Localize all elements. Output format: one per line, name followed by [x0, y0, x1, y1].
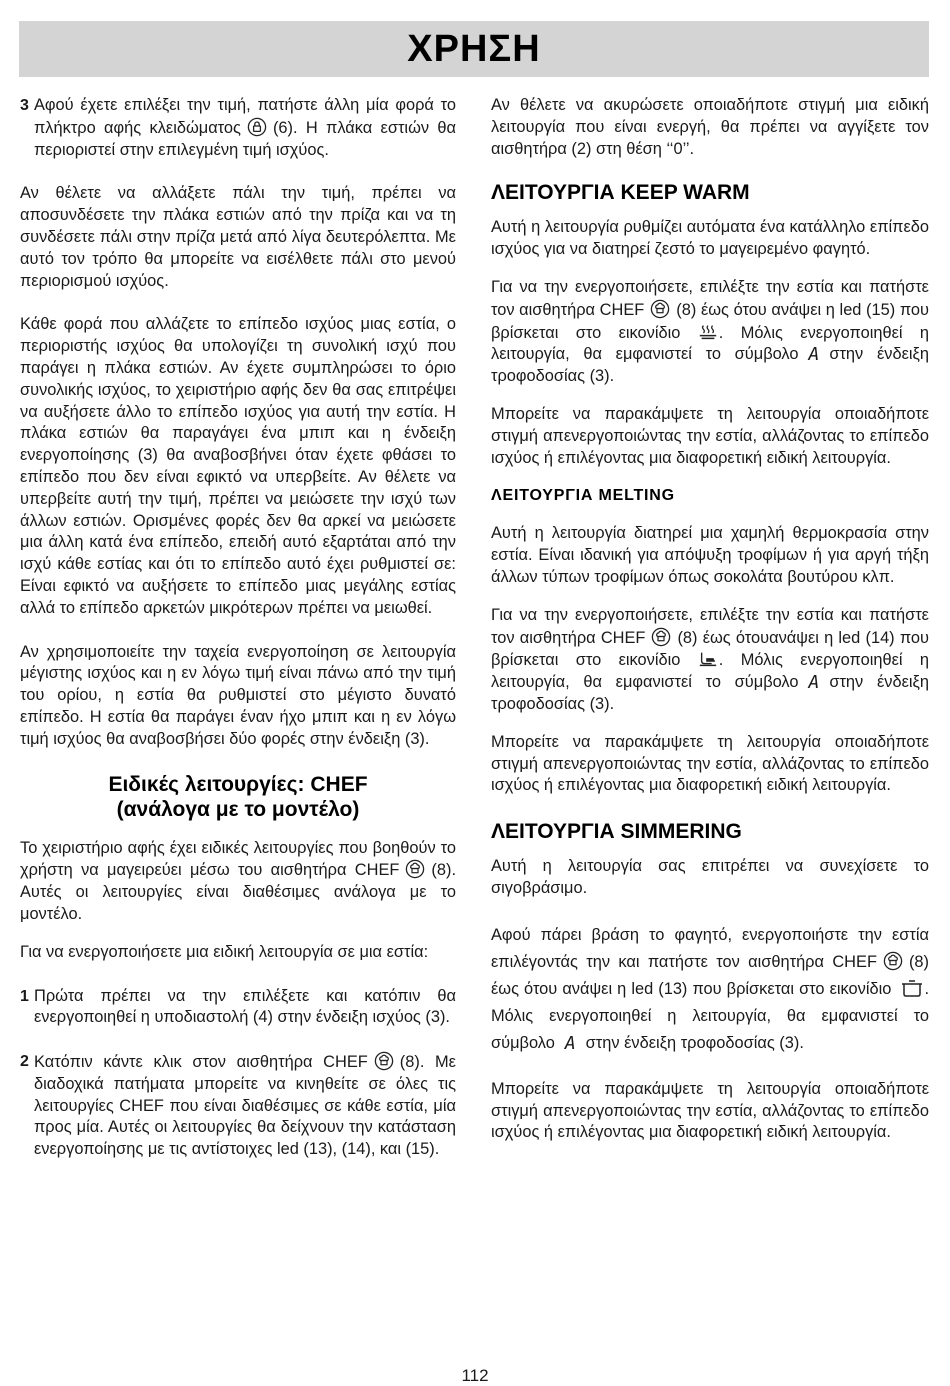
keep-warm-description: Αυτή η λειτουργία ρυθμίζει αυτόματα ένα κατάλληλο επίπεδο ισχύος για να διατηρεί ζεστό το μαγειρεμένο φαγητό.	[491, 218, 929, 259]
melting-description: Αυτή η λειτουργία διατηρεί μια χαμηλή θερμοκρασία στην εστία. Είναι ιδανική για απόψυξη τροφίμων ή για αργή τήξη άλλων τύπων τροφίμων όπως σοκολάτα βουτύρου κλπ.	[491, 524, 929, 586]
keep-warm-heading: ΛΕΙΤΟΥΡΓΙΑ KEEP WARM	[491, 181, 750, 205]
step-1: 1 Πρώτα πρέπει να την επιλέξετε και κατόπιν θα ενεργοποιηθεί η υποδιαστολή (4) στην ένδειξη ισχύος (3).	[20, 986, 456, 1027]
simmering-pot-icon	[900, 978, 924, 998]
chef-sensor-icon	[883, 951, 903, 971]
chef-sensor-icon	[651, 627, 671, 647]
display-symbol: A	[808, 672, 820, 694]
chef-sensor-icon	[374, 1051, 394, 1071]
chef-sensor-icon	[650, 299, 670, 319]
display-symbol: A	[564, 1032, 576, 1054]
melting-heading: ΛΕΙΤΟΥΡΓΙΑ MELTING	[491, 487, 675, 505]
melting-override: Μπορείτε να παρακάμψετε τη λειτουργία οποιαδήποτε στιγμή απενεργοποιώντας την εστία, αλλάζοντας το επίπεδο ισχύος ή επιλέγοντας μια διαφορετική ειδική λειτουργία.	[491, 732, 929, 795]
keep-warm-activation: Για να την ενεργοποιήσετε, επιλέξτε την εστία και πατήστε τον αισθητήρα CHEF (8) έως ότου ανάψει η led (15) που βρίσκεται στο εικονίδιο . Μόλις ενεργοποιηθεί η λειτουργία, θα εμφανιστεί το σύμβολο A στην ένδειξη τροφοδοσίας (3).	[491, 277, 930, 386]
lock-icon	[247, 117, 267, 137]
chef-section-heading: Ειδικές λειτουργίες: CHEF (ανάλογα με το μοντέλο)	[108, 772, 368, 821]
simmering-description: Αυτή η λειτουργία σας επιτρέπει να συνεχίσετε το σιγοβράσιμο.	[491, 857, 929, 897]
right-column	[491, 95, 929, 1144]
display-symbol: A	[808, 344, 820, 366]
step-number: 3	[20, 97, 29, 114]
chef-sensor-icon	[405, 859, 425, 879]
left-column	[20, 95, 456, 1161]
cancel-paragraph: Αν θέλετε να ακυρώσετε οποιαδήποτε στιγμή μια ειδική λειτουργία που είναι ενεργή, θα πρέπει να αγγίξετε τον αισθητήρα (2) στη θέση ‘‘0’’.	[491, 96, 929, 158]
chef-activate-paragraph: Για να ενεργοποιήσετε μια ειδική λειτουργία σε μια εστία:	[20, 942, 429, 961]
power-reset-paragraph: Αν θέλετε να αλλάξετε πάλι την τιμή, πρέπει να αποσυνδέσετε την πλάκα εστιών από την πρίζα και να τη συνδέσετε πάλι στην πρίζα μετά από λίγα δευτερόλεπτα. Με αυτό τον τρόπο θα μπορείτε να εισέλθετε πάλι στο μενού περιορισμού ισχύος.	[20, 184, 456, 290]
melting-icon	[698, 649, 718, 669]
page-header	[19, 21, 929, 77]
step-number: 1	[20, 987, 29, 1005]
chef-intro-paragraph: Το χειριστήριο αφής έχει ειδικές λειτουργίες που βοηθούν το χρήστη να μαγειρεύει μέσω του αισθητήρα CHEF (8). Αυτές οι λειτουργίες είναι διαθέσιμες ανάλογα με το μοντέλο.	[20, 838, 456, 923]
simmering-override: Μπορείτε να παρακάμψετε τη λειτουργία οποιαδήποτε στιγμή απενεργοποιώντας την εστία, αλλάζοντας το επίπεδο ισχύος ή επιλέγοντας μια διαφορετική ειδική λειτουργία.	[491, 1079, 929, 1142]
step-2: 2 Κατόπιν κάντε κλικ στον αισθητήρα CHEF (8). Με διαδοχικά πατήματα μπορείτε να κινηθείτε σε όλες τις λειτουργίες CHEF που είναι διαθέσιμες σε κάθε εστία, μία προς μία. Αυτές οι λειτουργίες θα δείχνουν την κατάσταση ενεργοποίησης με τις αντίστοιχες led (13), (14), και (15).	[20, 1053, 456, 1159]
keep-warm-override: Μπορείτε να παρακάμψετε τη λειτουργία οποιαδήποτε στιγμή απενεργοποιώντας την εστία, αλλάζοντας το επίπεδο ισχύος ή επιλέγοντας μια διαφορετική ειδική λειτουργία.	[491, 404, 929, 467]
power-limiter-paragraph: Κάθε φορά που αλλάζετε το επίπεδο ισχύος μιας εστία, ο περιοριστής ισχύος θα υπολογίζει τη συνολική ισχύ που παράγει η πλάκα εστιών. Αν έχετε συμπληρώσει το όριο συνολικής ισχύος, το χειριστήριο αφής δεν θα σας επιτρέψει να αυξήσετε άλλο το επίπεδο ισχύος για αυτή την εστία. Η πλάκα εστιών θα παραγάγει ένα μπιπ και η ένδειξη ενεργοποίησης (3) θα αναβοσβήνει όταν έχετε φθάσει το επίπεδο που δεν είναι εφικτό να υπερβείτε. Αν θέλετε να υπερβείτε αυτή την τιμή, πρέπει να μειώσετε την ισχύ των άλλων εστιών. Ορισμένες φορές δεν θα αρκεί να μειώσετε μια άλλη κατά ένα επίπεδο, επειδή αυτό εξαρτάται από την ισχύ κάθε εστίας και ότι το επίπεδο αυτό έχει ρυθμιστεί σε: Είναι εφικτό να αυξήσετε το επίπεδο μιας μεγάλης εστίας αλλά το επίπεδο αρκετών μικρότερων πρέπει να μειωθεί.	[20, 315, 456, 617]
step-3: 3 Αφού έχετε επιλέξει την τιμή, πατήστε άλλη μία φορά το πλήκτρο αφής κλειδώματος (6). Η πλάκα εστιών θα περιοριστεί στην επιλεγμένη τιμή ισχύος.	[20, 96, 456, 159]
page-number: 112	[461, 1366, 489, 1385]
simmering-activation: Αφού πάρει βράση το φαγητό, ενεργοποιήστε την εστία επιλέγοντάς την και πατήστε τον αισθητήρα CHEF (8) έως ότου ανάψει η led (13) που βρίσκεται στο εικονίδιο . Μόλις ενεργοποιηθεί η λειτουργία, θα εμφανιστεί το σύμβολο A στην ένδειξη τροφοδοσίας (3).	[491, 922, 929, 1057]
step-number: 2	[20, 1053, 29, 1071]
boost-paragraph: Αν χρησιμοποιείτε την ταχεία ενεργοποίηση σε λειτουργία μέγιστης ισχύος και η εν λόγω τιμή είναι πάνω από την τιμή του ορίου, η εστία θα ρυθμιστεί στο μέγιστο δυνατό επίπεδο. Η εστία θα παράγει έναν ήχο μπιπ και η εν λόγω τιμή ισχύος θα αναβοσβήσει δύο φορές στην ένδειξη (3).	[20, 642, 456, 748]
page-title: ΧΡΗΣΗ	[407, 27, 541, 70]
keep-warm-icon	[698, 322, 718, 342]
melting-activation: Για να την ενεργοποιήσετε, επιλέξτε την εστία και πατήστε τον αισθητήρα CHEF (8) έως ότουανάψει η led (14) που βρίσκεται στο εικονίδιο . Μόλις ενεργοποιηθεί η λειτουργία, θα εμφανιστεί το σύμβολο A στην ένδειξη τροφοδοσίας (3).	[491, 605, 930, 713]
simmering-heading: ΛΕΙΤΟΥΡΓΙΑ SIMMERING	[491, 820, 742, 844]
